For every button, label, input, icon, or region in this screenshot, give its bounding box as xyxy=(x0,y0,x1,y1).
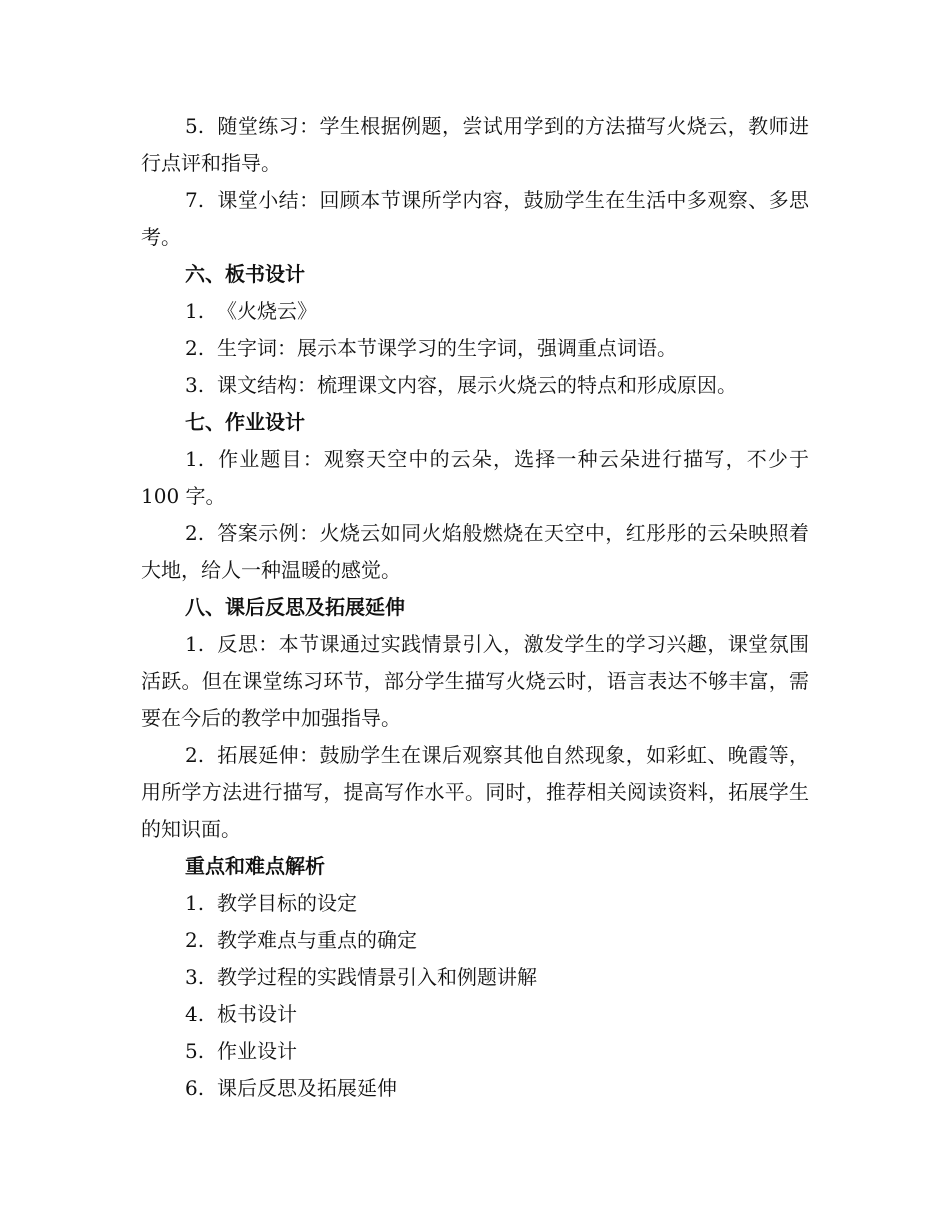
list-item-text: 作业题目：观察天空中的云朵，选择一种云朵进行描写，不少于 100 字。 xyxy=(141,447,809,508)
list-item xyxy=(141,737,809,848)
paragraph-summary xyxy=(141,182,809,256)
list-item-text: 答案示例：火烧云如同火焰般燃烧在天空中，红彤彤的云朵映照着大地，给人一种温暖的感觉。 xyxy=(141,521,809,582)
paragraph-text: 随堂练习：学生根据例题，尝试用学到的方法描写火烧云，教师进行点评和指导。 xyxy=(141,114,809,175)
item-number: 5. xyxy=(185,114,205,138)
section-heading-reflection: 八、课后反思及拓展延伸 xyxy=(185,595,405,619)
list-item xyxy=(141,515,809,589)
item-number: 2. xyxy=(185,928,205,952)
paragraph-practice xyxy=(141,108,809,182)
list-item xyxy=(141,885,809,922)
item-number: 6. xyxy=(185,1076,205,1100)
list-item-text: 拓展延伸：鼓励学生在课后观察其他自然现象，如彩虹、晚霞等，用所学方法进行描写，提高写作水平。同时，推荐相关阅读资料，拓展学生的知识面。 xyxy=(141,743,809,841)
list-item-text: 作业设计 xyxy=(217,1039,297,1063)
list-item xyxy=(141,330,809,367)
item-number: 1. xyxy=(185,447,205,471)
item-number: 1. xyxy=(185,891,205,915)
section-heading-board-design: 六、板书设计 xyxy=(185,262,305,286)
list-item xyxy=(141,959,809,996)
item-number: 2. xyxy=(185,336,205,360)
item-number: 5. xyxy=(185,1039,205,1063)
list-item xyxy=(141,1033,809,1070)
list-item xyxy=(141,626,809,737)
paragraph-text: 课堂小结：回顾本节课所学内容，鼓励学生在生活中多观察、多思考。 xyxy=(141,188,809,249)
item-number: 1. xyxy=(185,299,205,323)
list-item xyxy=(141,996,809,1033)
item-number: 1. xyxy=(185,632,205,656)
list-item-text: 课后反思及拓展延伸 xyxy=(217,1076,397,1100)
list-item xyxy=(141,1070,809,1107)
list-item xyxy=(141,367,809,404)
item-number: 2. xyxy=(185,743,205,767)
item-number: 2. xyxy=(185,521,205,545)
list-item-text: 教学过程的实践情景引入和例题讲解 xyxy=(217,965,537,989)
list-item xyxy=(141,293,809,330)
list-item xyxy=(141,922,809,959)
item-number: 3. xyxy=(185,373,205,397)
list-item-text: 教学难点与重点的确定 xyxy=(217,928,417,952)
list-item-text: 教学目标的设定 xyxy=(217,891,357,915)
document-page xyxy=(141,108,809,1107)
item-number: 7. xyxy=(185,188,205,212)
list-item xyxy=(141,441,809,515)
list-item-text: 课文结构：梳理课文内容，展示火烧云的特点和形成原因。 xyxy=(217,373,737,397)
section-heading-homework: 七、作业设计 xyxy=(185,410,305,434)
section-heading-key-points: 重点和难点解析 xyxy=(185,854,325,878)
item-number: 3. xyxy=(185,965,205,989)
list-item-text: 生字词：展示本节课学习的生字词，强调重点词语。 xyxy=(217,336,677,360)
list-item-text: 板书设计 xyxy=(217,1002,297,1026)
item-number: 4. xyxy=(185,1002,205,1026)
list-item-text: 反思：本节课通过实践情景引入，激发学生的学习兴趣，课堂氛围活跃。但在课堂练习环节，部分学生描写火烧云时，语言表达不够丰富，需要在今后的教学中加强指导。 xyxy=(141,632,809,730)
list-item-text: 《火烧云》 xyxy=(217,299,317,323)
